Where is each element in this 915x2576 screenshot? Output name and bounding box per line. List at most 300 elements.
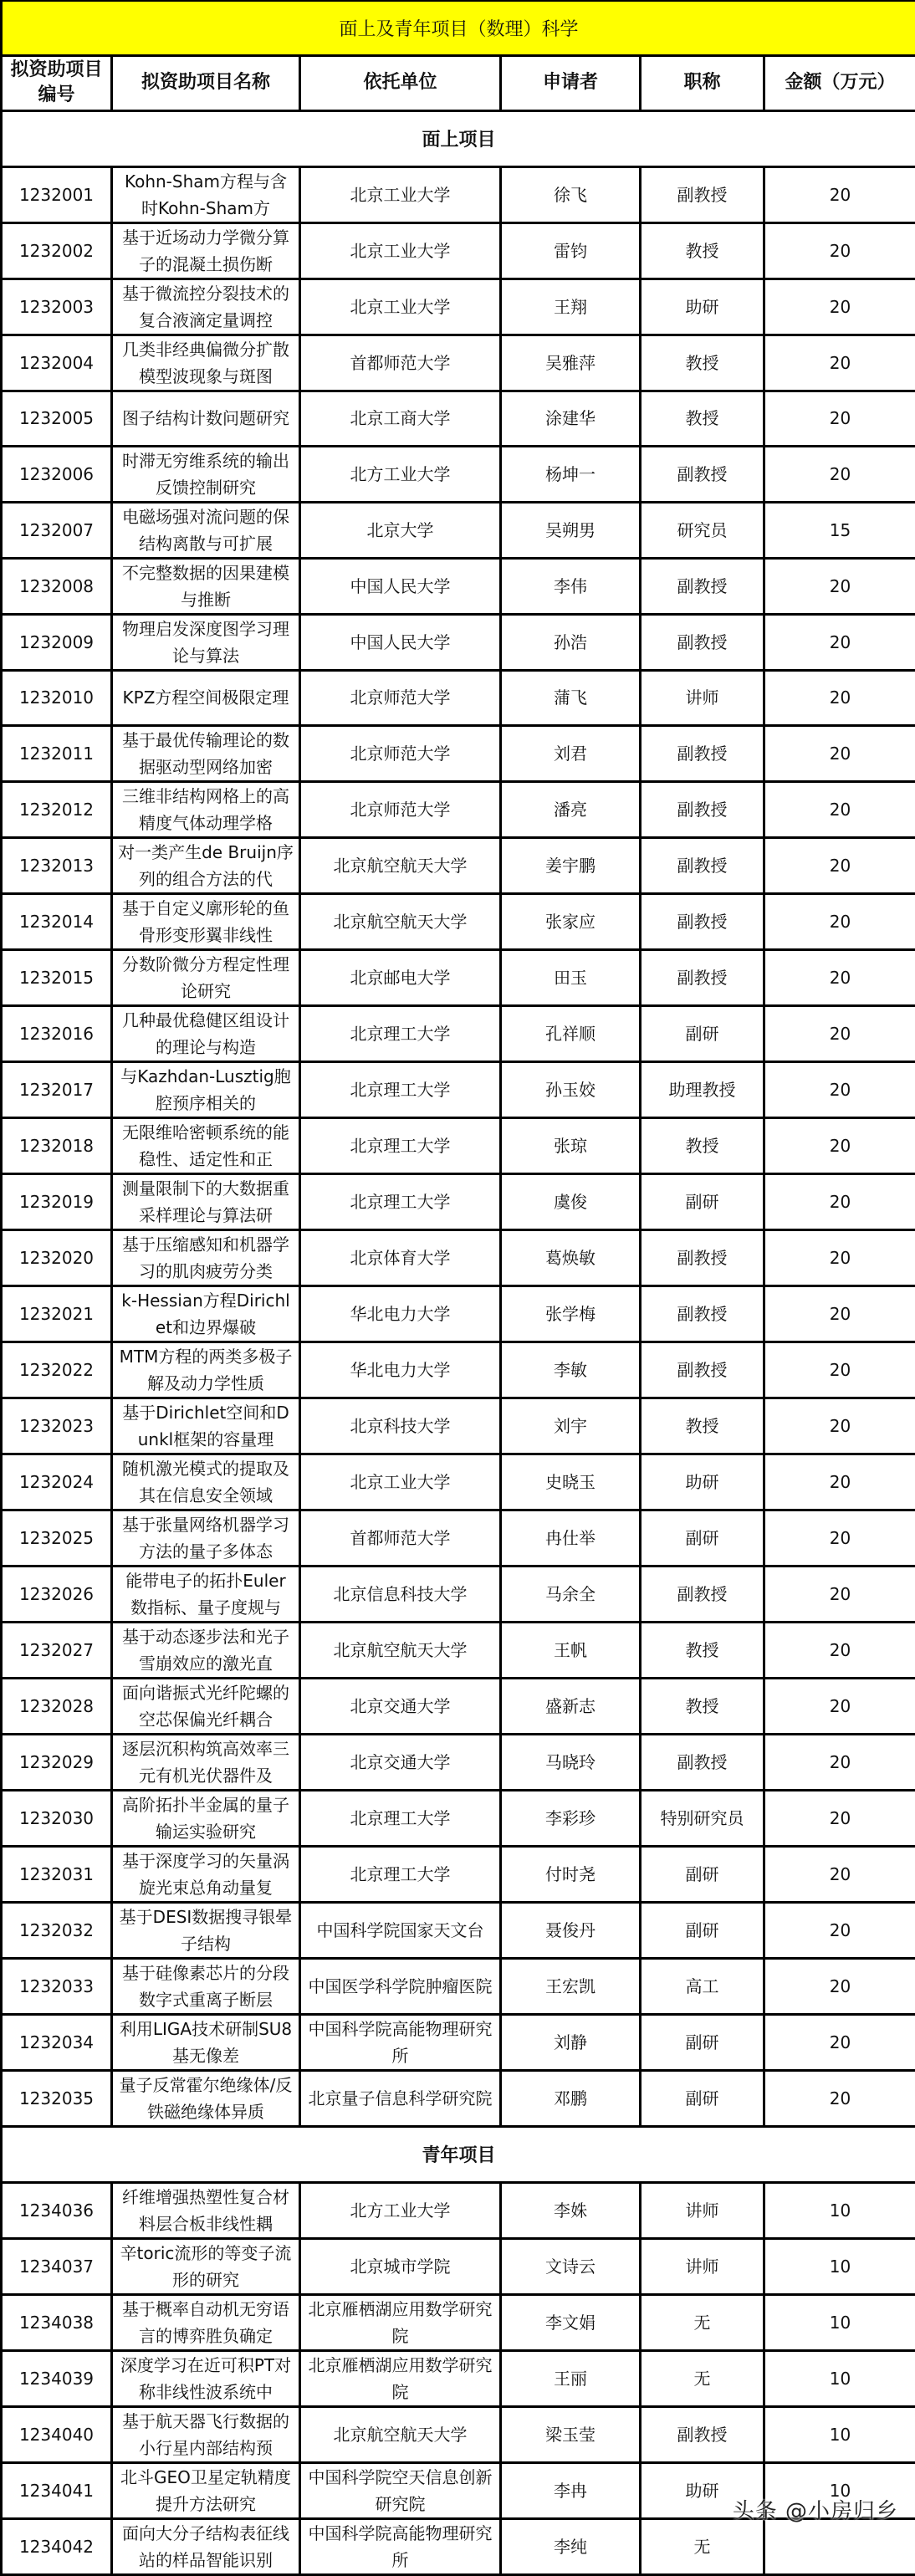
applicant-cell: 李姝 [501, 2182, 641, 2238]
amount-cell: 10 [764, 2238, 915, 2294]
project-name-cell [112, 1398, 300, 1454]
job-title-cell: 教授 [641, 222, 764, 279]
applicant-cell: 张学梅 [501, 1285, 641, 1342]
host-org-cell: 北京工商大学 [300, 391, 501, 446]
project-id-cell: 1232032 [2, 1902, 112, 1958]
project-name-cell [112, 279, 300, 335]
project-name-cell [112, 1734, 300, 1790]
project-name-text: 对一类产生de Bruijn序列的组合方法的代 [118, 839, 294, 892]
host-org-cell: 北京师范大学 [300, 725, 501, 781]
job-title-cell: 讲师 [641, 670, 764, 725]
project-name-cell [112, 1510, 300, 1566]
table-row [2, 1622, 915, 1678]
project-name-text: 基于自定义廓形轮的鱼骨形变形翼非线性 [118, 895, 294, 948]
project-name-text: 物理启发深度图学习理论与算法 [118, 616, 294, 669]
amount-cell: 20 [764, 1285, 915, 1342]
job-title-cell: 教授 [641, 1678, 764, 1734]
amount-cell: 20 [764, 446, 915, 502]
project-id-cell: 1232023 [2, 1398, 112, 1454]
table-row [2, 1005, 915, 1061]
column-header-title: 职称 [641, 55, 764, 110]
job-title-cell: 教授 [641, 335, 764, 391]
applicant-cell: 吴雅萍 [501, 335, 641, 391]
project-name-cell [112, 1342, 300, 1398]
column-header-applicant: 申请者 [501, 55, 641, 110]
project-name-cell [112, 166, 300, 222]
job-title-cell: 讲师 [641, 2182, 764, 2238]
table-row [2, 222, 915, 279]
amount-cell: 20 [764, 725, 915, 781]
project-id-cell: 1232017 [2, 1061, 112, 1117]
project-name-cell [112, 1846, 300, 1902]
project-name-text: 高阶拓扑半金属的量子输运实验研究 [118, 1791, 294, 1845]
project-name-cell [112, 614, 300, 670]
applicant-cell: 聂俊丹 [501, 1902, 641, 1958]
project-name-cell [112, 2014, 300, 2070]
applicant-cell: 梁玉莹 [501, 2406, 641, 2462]
project-name-cell [112, 1285, 300, 1342]
project-name-text: 分数阶微分方程定性理论研究 [118, 951, 294, 1004]
column-header-id: 拟资助项目编号 [2, 55, 112, 110]
job-title-cell: 副教授 [641, 893, 764, 949]
project-id-cell: 1232031 [2, 1846, 112, 1902]
section-row [2, 110, 915, 166]
applicant-cell: 李冉 [501, 2462, 641, 2518]
job-title-cell: 助理教授 [641, 1061, 764, 1117]
job-title-cell: 特别研究员 [641, 1790, 764, 1846]
project-id-cell: 1232030 [2, 1790, 112, 1846]
job-title-cell: 副教授 [641, 1229, 764, 1285]
project-name-cell [112, 2070, 300, 2126]
table-row [2, 166, 915, 222]
column-header-name: 拟资助项目名称 [112, 55, 300, 110]
host-org-cell: 中国人民大学 [300, 614, 501, 670]
table-row [2, 1790, 915, 1846]
project-id-cell: 1232009 [2, 614, 112, 670]
project-id-cell: 1232006 [2, 446, 112, 502]
job-title-cell: 副教授 [641, 1566, 764, 1622]
project-id-cell: 1234037 [2, 2238, 112, 2294]
project-name-text: 基于最优传输理论的数据驱动型网络加密 [118, 727, 294, 780]
table-row [2, 614, 915, 670]
host-org-cell: 北京雁栖湖应用数学研究院 [300, 2350, 501, 2406]
applicant-cell: 刘宇 [501, 1398, 641, 1454]
project-name-text: 基于航天器飞行数据的小行星内部结构预 [118, 2408, 294, 2461]
host-org-cell: 北京航空航天大学 [300, 2406, 501, 2462]
host-org-cell: 北方工业大学 [300, 446, 501, 502]
project-name-cell [112, 2462, 300, 2518]
project-name-text: k-Hessian方程Dirichlet和边界爆破 [118, 1287, 294, 1341]
amount-cell: 20 [764, 1622, 915, 1678]
amount-cell [764, 2518, 915, 2574]
column-header-org: 依托单位 [300, 55, 501, 110]
applicant-cell: 潘亮 [501, 781, 641, 837]
project-name-cell [112, 893, 300, 949]
table-row [2, 837, 915, 893]
table-row [2, 781, 915, 837]
amount-cell: 20 [764, 1678, 915, 1734]
applicant-cell: 杨坤一 [501, 446, 641, 502]
job-title-cell: 教授 [641, 391, 764, 446]
project-id-cell: 1232019 [2, 1173, 112, 1229]
table-row [2, 2294, 915, 2350]
amount-cell: 20 [764, 1117, 915, 1173]
table-row [2, 1285, 915, 1342]
project-name-cell [112, 1117, 300, 1173]
amount-cell: 20 [764, 1173, 915, 1229]
project-name-cell [112, 1229, 300, 1285]
job-title-cell: 副研 [641, 1846, 764, 1902]
host-org-cell: 北方工业大学 [300, 2182, 501, 2238]
amount-cell: 20 [764, 166, 915, 222]
host-org-cell: 中国人民大学 [300, 558, 501, 614]
job-title-cell: 副教授 [641, 781, 764, 837]
applicant-cell: 史晓玉 [501, 1454, 641, 1510]
amount-cell: 20 [764, 614, 915, 670]
table-row [2, 670, 915, 725]
applicant-cell: 文诗云 [501, 2238, 641, 2294]
host-org-cell: 北京工业大学 [300, 166, 501, 222]
project-id-cell: 1232010 [2, 670, 112, 725]
table-row [2, 2406, 915, 2462]
applicant-cell: 张琼 [501, 1117, 641, 1173]
job-title-cell: 副教授 [641, 1734, 764, 1790]
table-body [2, 110, 915, 2574]
job-title-cell: 研究员 [641, 502, 764, 558]
table-row [2, 893, 915, 949]
job-title-cell: 教授 [641, 1117, 764, 1173]
project-name-text: 三维非结构网格上的高精度气体动理学格 [118, 783, 294, 836]
project-name-cell [112, 446, 300, 502]
project-name-text: 纤维增强热塑性复合材料层合板非线性耦 [118, 2184, 294, 2237]
table-row [2, 725, 915, 781]
project-name-cell [112, 1790, 300, 1846]
project-name-text: 面向大分子结构表征线站的样品智能识别 [118, 2520, 294, 2573]
applicant-cell: 马晓玲 [501, 1734, 641, 1790]
table-row [2, 1117, 915, 1173]
applicant-cell: 李文娟 [501, 2294, 641, 2350]
project-id-cell: 1232012 [2, 781, 112, 837]
project-id-cell: 1232014 [2, 893, 112, 949]
table-row [2, 1846, 915, 1902]
amount-cell: 20 [764, 1454, 915, 1510]
project-name-cell [112, 1061, 300, 1117]
project-name-text: 随机激光模式的提取及其在信息安全领域 [118, 1455, 294, 1509]
job-title-cell: 助研 [641, 2462, 764, 2518]
project-name-text: 基于微流控分裂技术的复合液滴定量调控 [118, 280, 294, 334]
project-name-text: 基于硅像素芯片的分段数字式重离子断层 [118, 1960, 294, 2013]
table-row [2, 279, 915, 335]
section-label: 面上项目 [2, 110, 915, 166]
project-name-cell [112, 558, 300, 614]
project-name-text: 辛toric流形的等变子流形的研究 [118, 2240, 294, 2293]
amount-cell: 20 [764, 558, 915, 614]
project-name-text: 北斗GEO卫星定轨精度提升方法研究 [118, 2464, 294, 2517]
table-row [2, 1566, 915, 1622]
amount-cell: 20 [764, 2070, 915, 2126]
host-org-cell: 北京工业大学 [300, 1454, 501, 1510]
project-name-text: 无限维哈密顿系统的能稳性、适定性和正 [118, 1119, 294, 1173]
project-name-cell [112, 391, 300, 446]
project-name-text: 基于近场动力学微分算子的混凝土损伤断 [118, 224, 294, 278]
project-id-cell: 1232027 [2, 1622, 112, 1678]
table-row [2, 1342, 915, 1398]
project-name-text: 时滞无穷维系统的输出反馈控制研究 [118, 447, 294, 501]
applicant-cell: 马余全 [501, 1566, 641, 1622]
applicant-cell: 刘静 [501, 2014, 641, 2070]
table-row [2, 558, 915, 614]
table-row [2, 1510, 915, 1566]
watermark: 头条 @小房归乡 [733, 2494, 898, 2525]
project-name-cell [112, 2238, 300, 2294]
amount-cell: 20 [764, 670, 915, 725]
job-title-cell: 副教授 [641, 2406, 764, 2462]
applicant-cell: 李纯 [501, 2518, 641, 2574]
amount-cell: 20 [764, 335, 915, 391]
applicant-cell: 王丽 [501, 2350, 641, 2406]
project-id-cell: 1234038 [2, 2294, 112, 2350]
amount-cell: 20 [764, 1061, 915, 1117]
amount-cell: 20 [764, 949, 915, 1005]
table-row [2, 335, 915, 391]
project-id-cell: 1234042 [2, 2518, 112, 2574]
host-org-cell: 中国科学院空天信息创新研究院 [300, 2462, 501, 2518]
project-name-cell [112, 1902, 300, 1958]
amount-cell: 20 [764, 1005, 915, 1061]
amount-cell: 20 [764, 1902, 915, 1958]
job-title-cell: 副研 [641, 1173, 764, 1229]
job-title-cell: 副研 [641, 2070, 764, 2126]
amount-cell: 20 [764, 781, 915, 837]
host-org-cell: 华北电力大学 [300, 1342, 501, 1398]
host-org-cell: 首都师范大学 [300, 335, 501, 391]
table-row [2, 391, 915, 446]
job-title-cell: 副研 [641, 2014, 764, 2070]
job-title-cell: 副研 [641, 1005, 764, 1061]
project-name-cell [112, 1566, 300, 1622]
table-row [2, 2070, 915, 2126]
amount-cell: 20 [764, 279, 915, 335]
host-org-cell: 北京邮电大学 [300, 949, 501, 1005]
job-title-cell: 副研 [641, 1510, 764, 1566]
applicant-cell: 刘君 [501, 725, 641, 781]
project-name-text: 图子结构计数问题研究 [118, 405, 294, 432]
table-row [2, 1398, 915, 1454]
host-org-cell: 北京航空航天大学 [300, 837, 501, 893]
amount-cell: 10 [764, 2406, 915, 2462]
project-id-cell: 1232008 [2, 558, 112, 614]
project-name-cell [112, 335, 300, 391]
project-name-text: 面向谐振式光纤陀螺的空芯保偏光纤耦合 [118, 1679, 294, 1733]
project-name-text: 逐层沉积构筑高效率三元有机光伏器件及 [118, 1735, 294, 1789]
amount-cell: 20 [764, 1958, 915, 2014]
project-id-cell: 1232011 [2, 725, 112, 781]
project-name-cell [112, 1678, 300, 1734]
host-org-cell: 中国科学院高能物理研究所 [300, 2518, 501, 2574]
section-label: 青年项目 [2, 2126, 915, 2182]
project-id-cell: 1234041 [2, 2462, 112, 2518]
project-id-cell: 1232004 [2, 335, 112, 391]
job-title-cell: 助研 [641, 279, 764, 335]
host-org-cell: 北京大学 [300, 502, 501, 558]
project-id-cell: 1232002 [2, 222, 112, 279]
applicant-cell: 李敏 [501, 1342, 641, 1398]
job-title-cell: 副教授 [641, 1342, 764, 1398]
project-id-cell: 1232007 [2, 502, 112, 558]
host-org-cell: 北京航空航天大学 [300, 893, 501, 949]
host-org-cell: 北京工业大学 [300, 279, 501, 335]
amount-cell: 20 [764, 1846, 915, 1902]
project-name-cell [112, 1173, 300, 1229]
project-name-cell [112, 837, 300, 893]
project-id-cell: 1232025 [2, 1510, 112, 1566]
project-id-cell: 1234040 [2, 2406, 112, 2462]
project-id-cell: 1232024 [2, 1454, 112, 1510]
amount-cell: 20 [764, 1790, 915, 1846]
project-id-cell: 1234039 [2, 2350, 112, 2406]
applicant-cell: 姜宇鹏 [501, 837, 641, 893]
host-org-cell: 北京交通大学 [300, 1678, 501, 1734]
applicant-cell: 王宏凯 [501, 1958, 641, 2014]
job-title-cell: 副教授 [641, 725, 764, 781]
project-name-cell [112, 1005, 300, 1061]
project-name-cell [112, 781, 300, 837]
amount-cell: 10 [764, 2182, 915, 2238]
host-org-cell: 中国科学院国家天文台 [300, 1902, 501, 1958]
project-name-text: 基于深度学习的矢量涡旋光束总角动量复 [118, 1848, 294, 1901]
table-row [2, 949, 915, 1005]
host-org-cell: 中国科学院高能物理研究所 [300, 2014, 501, 2070]
project-name-text: 基于动态逐步法和光子雪崩效应的激光直 [118, 1623, 294, 1677]
amount-cell: 20 [764, 1734, 915, 1790]
project-name-text: 基于张量网络机器学习方法的量子多体态 [118, 1511, 294, 1565]
table-row [2, 2238, 915, 2294]
applicant-cell: 徐飞 [501, 166, 641, 222]
project-name-text: MTM方程的两类多极子解及动力学性质 [118, 1343, 294, 1397]
project-id-cell: 1232020 [2, 1229, 112, 1285]
amount-cell: 10 [764, 2462, 915, 2518]
amount-cell: 20 [764, 1342, 915, 1398]
project-id-cell: 1232035 [2, 2070, 112, 2126]
host-org-cell: 中国医学科学院肿瘤医院 [300, 1958, 501, 2014]
column-header-row [2, 55, 915, 110]
job-title-cell: 副教授 [641, 446, 764, 502]
project-name-cell [112, 670, 300, 725]
applicant-cell: 冉仕举 [501, 1510, 641, 1566]
amount-cell: 10 [764, 2294, 915, 2350]
project-name-cell [112, 2518, 300, 2574]
job-title-cell: 副教授 [641, 1285, 764, 1342]
table-row [2, 1678, 915, 1734]
table-row [2, 502, 915, 558]
host-org-cell: 北京理工大学 [300, 1117, 501, 1173]
job-title-cell: 高工 [641, 1958, 764, 2014]
amount-cell: 10 [764, 2350, 915, 2406]
applicant-cell: 孙浩 [501, 614, 641, 670]
host-org-cell: 北京师范大学 [300, 781, 501, 837]
job-title-cell: 副研 [641, 1902, 764, 1958]
column-header-amount: 金额（万元） [764, 55, 915, 110]
section-row [2, 2126, 915, 2182]
project-name-text: Kohn-Sham方程与含时Kohn-Sham方 [118, 168, 294, 222]
amount-cell: 20 [764, 1398, 915, 1454]
applicant-cell: 张家应 [501, 893, 641, 949]
applicant-cell: 孔祥顺 [501, 1005, 641, 1061]
host-org-cell: 北京航空航天大学 [300, 1622, 501, 1678]
amount-cell: 20 [764, 391, 915, 446]
applicant-cell: 盛新志 [501, 1678, 641, 1734]
project-name-cell [112, 949, 300, 1005]
project-name-cell [112, 725, 300, 781]
project-name-text: 基于DESI数据搜寻银晕子结构 [118, 1904, 294, 1957]
table-row [2, 1734, 915, 1790]
host-org-cell: 华北电力大学 [300, 1285, 501, 1342]
project-name-cell [112, 1454, 300, 1510]
host-org-cell: 北京信息科技大学 [300, 1566, 501, 1622]
host-org-cell: 北京交通大学 [300, 1734, 501, 1790]
table-row [2, 1229, 915, 1285]
project-name-cell [112, 2406, 300, 2462]
project-id-cell: 1232028 [2, 1678, 112, 1734]
project-id-cell: 1232029 [2, 1734, 112, 1790]
applicant-cell: 雷钧 [501, 222, 641, 279]
table-row [2, 2014, 915, 2070]
project-name-cell [112, 1622, 300, 1678]
project-name-cell [112, 1958, 300, 2014]
amount-cell: 20 [764, 1229, 915, 1285]
project-name-cell [112, 2350, 300, 2406]
applicant-cell: 吴朔男 [501, 502, 641, 558]
project-name-cell [112, 2182, 300, 2238]
job-title-cell: 助研 [641, 1454, 764, 1510]
job-title-cell: 副教授 [641, 837, 764, 893]
applicant-cell: 付时尧 [501, 1846, 641, 1902]
project-name-text: 电磁场强对流问题的保结构离散与可扩展 [118, 503, 294, 557]
job-title-cell: 副教授 [641, 558, 764, 614]
job-title-cell: 无 [641, 2350, 764, 2406]
table-row [2, 446, 915, 502]
project-name-text: 量子反常霍尔绝缘体/反铁磁绝缘体异质 [118, 2072, 294, 2125]
project-id-cell: 1232026 [2, 1566, 112, 1622]
host-org-cell: 北京理工大学 [300, 1005, 501, 1061]
amount-cell: 20 [764, 893, 915, 949]
project-id-cell: 1232034 [2, 2014, 112, 2070]
amount-cell: 20 [764, 222, 915, 279]
host-org-cell: 北京工业大学 [300, 222, 501, 279]
project-name-text: 深度学习在近可积PT对称非线性波系统中 [118, 2352, 294, 2405]
amount-cell: 20 [764, 2014, 915, 2070]
title-row [2, 1, 915, 55]
host-org-cell: 北京理工大学 [300, 1846, 501, 1902]
project-name-text: 基于Dirichlet空间和Dunkl框架的容量理 [118, 1399, 294, 1453]
applicant-cell: 李伟 [501, 558, 641, 614]
table-row [2, 1958, 915, 2014]
project-id-cell: 1232015 [2, 949, 112, 1005]
amount-cell: 20 [764, 1566, 915, 1622]
project-name-text: 与Kazhdan-Lusztig胞腔预序相关的 [118, 1063, 294, 1117]
table-row [2, 1454, 915, 1510]
project-name-text: 几种最优稳健区组设计的理论与构造 [118, 1007, 294, 1061]
amount-cell: 20 [764, 1510, 915, 1566]
page-title: 面上及青年项目（数理）科学 [2, 1, 915, 55]
job-title-cell: 无 [641, 2294, 764, 2350]
applicant-cell: 王翔 [501, 279, 641, 335]
project-id-cell: 1232013 [2, 837, 112, 893]
project-name-text: 利用LIGA技术研制SU8基无像差 [118, 2016, 294, 2069]
project-name-cell [112, 2294, 300, 2350]
project-id-cell: 1232001 [2, 166, 112, 222]
applicant-cell: 虞俊 [501, 1173, 641, 1229]
